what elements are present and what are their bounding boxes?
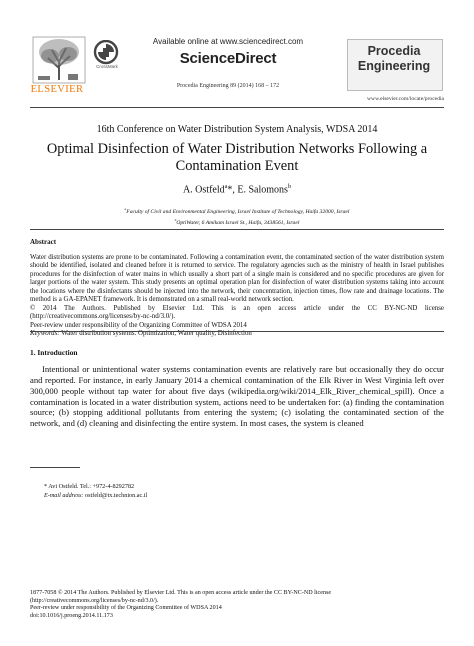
author-1-affil-mark: a	[224, 183, 228, 190]
license-block	[30, 590, 450, 621]
affiliation-b-mark: b	[174, 217, 177, 222]
license-url[interactable]: (http://creativecommons.org/licenses/by-nc-nd/3.0/).	[30, 597, 159, 604]
abstract-text: Water distribution systems are prone to be contaminated. Following a contamination event, the contaminated section of the water distribution system should be identified, isolated and cleaned before it is returned to service. The regulatory agencies such as the ministry of health in Israel publishes procedures for the disinfection of water mains in which usually a short part of a single main is considered and no specific procedures are given for larger portions of the water system. This study presents an optimal operation plan for disinfection of water distribution systems taking into account the locations where the disinfectants should be injected into the network, their concentration, injection times, flow rate and drainage locations. The method is a GA-EPANET framework. It is demonstrated on a small real-world network section.	[30, 254, 444, 304]
abstract-copyright: © 2014 The Authors. Published by Elsevier Ltd. This is an open access article under the CC BY-NC-ND license (http://creativecommons.org/licenses/by-nc-nd/3.0/).	[30, 304, 444, 321]
affiliation-a-mark: a	[124, 207, 127, 211]
available-online-text: Available online at www.sciencedirect.com	[152, 37, 304, 46]
email-address[interactable]: ostfeld@tx.technion.ac.il	[83, 492, 148, 499]
conference-name: 16th Conference on Water Distribution System Analysis, WDSA 2014	[96, 124, 378, 135]
doi[interactable]: doi:10.1016/j.proeng.2014.11.173	[30, 613, 113, 620]
introduction-paragraph: Intentional or unintentional water systems contamination events are relatively rare but occasionally they do occur and reported. For instance, in early January 2014 a chemical contamination of the Elk River in West Virginia left over 300,000 people without tap water for about five days (wikipedia.org/wiki/2014_Elk_River_chemical_spill). Once a contamination is located in a water distribution system, actions need to be undertaken for: (a) finding the contamination source; (b) stopping additional pollutants from entering the system; (c) isolating the contaminated section of the network, and (d) cleaning and disinfecting the entire system. In most cases, the system is cleaned	[30, 364, 444, 429]
footnote-rule	[30, 467, 80, 468]
corresponding-author-mark: *	[227, 184, 233, 196]
corresponding-author-footnote: * Avi Ostfeld. Tel.: +972-4-8292782	[44, 483, 135, 490]
license-peer-review: Peer-review under responsibility of the Organizing Committee of WDSA 2014	[30, 605, 222, 612]
header-rule	[30, 107, 444, 108]
abstract-heading: Abstract	[30, 238, 57, 246]
keywords-label: Keywords:	[30, 330, 60, 338]
crossmark-label: CrossMark	[96, 64, 118, 69]
journal-citation: Procedia Engineering 89 (2014) 168 – 172	[176, 83, 280, 89]
sciencedirect-logo[interactable]: ScienceDirect	[179, 50, 277, 67]
article-title	[30, 141, 444, 175]
elsevier-wordmark: ELSEVIER	[30, 84, 84, 95]
article-title-line1: Optimal Disinfection of Water Distribution Networks Following a	[46, 141, 428, 157]
journal-name-line1: Procedia	[367, 44, 421, 58]
author-1[interactable]: A. Ostfeld	[182, 184, 225, 196]
section-heading-introduction: 1. Introduction	[30, 348, 78, 357]
affiliations	[30, 205, 444, 227]
author-2-affil-mark: b	[287, 183, 292, 190]
license-line1: 1877-7058 © 2014 The Authors. Published by Elsevier Ltd. This is an open access article under the CC BY-NC-ND license	[30, 590, 332, 596]
keywords-text: Water distribution systems. Optimization, Water quality, Disinfection	[59, 330, 252, 338]
abstract-bottom-rule	[30, 331, 444, 332]
affiliation-a-text: Faculty of Civil and Environmental Engineering, Israel Institute of Technology, Haifa 32000, Israel	[126, 208, 350, 215]
author-2[interactable]: , E. Salomons	[232, 184, 288, 196]
abstract-body	[30, 254, 444, 339]
affiliation-a	[30, 205, 444, 216]
author-list	[30, 183, 444, 195]
abstract-peer-review: Peer-review under responsibility of the Organizing Committee of WDSA 2014	[30, 321, 247, 329]
abstract-top-rule	[30, 229, 444, 230]
affiliation-b	[30, 216, 444, 227]
journal-name	[347, 44, 441, 74]
article-title-line2: Contamination Event	[175, 158, 299, 174]
email-label: E-mail address:	[44, 492, 84, 499]
affiliation-b-text: OptiWater, 6 Amikam Israel St., Haifa, 3438561, Israel	[176, 219, 300, 226]
journal-url-link[interactable]: www.elsevier.com/locate/procedia	[367, 96, 444, 102]
email-footnote	[44, 492, 147, 499]
journal-name-line2: Engineering	[357, 59, 431, 73]
